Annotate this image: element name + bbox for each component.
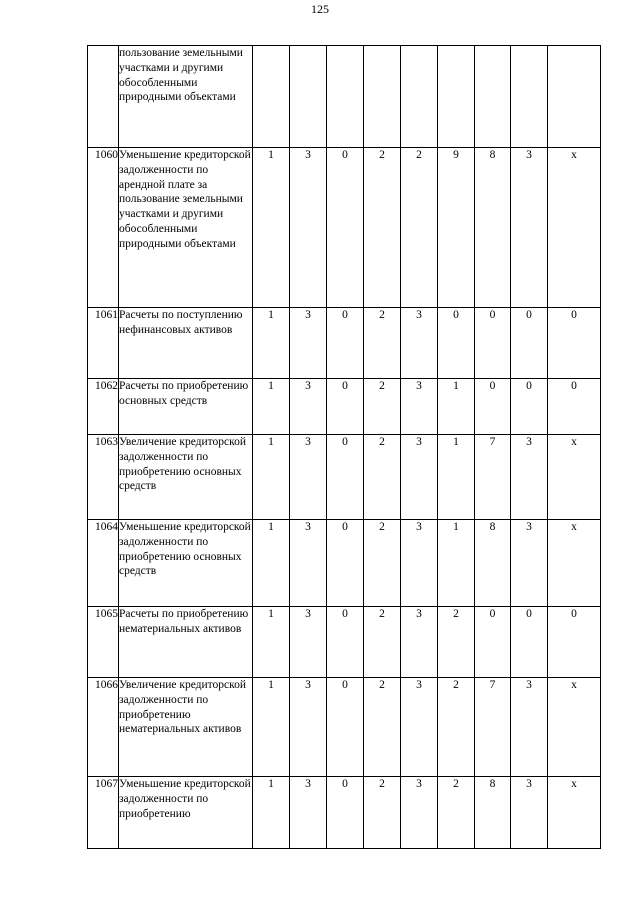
row-value-cell: 0 — [327, 520, 364, 607]
row-value-cell: 1 — [253, 520, 290, 607]
row-code-cell: 1065 — [88, 607, 119, 678]
row-value-cell: 1 — [438, 520, 475, 607]
row-code-cell: 1061 — [88, 308, 119, 379]
row-value-cell: 3 — [511, 777, 548, 849]
row-name-cell: Расчеты по приобретению основных средств — [119, 379, 253, 435]
row-name-cell: Увеличение кредиторской задолженности по приобретению основных средств — [119, 435, 253, 520]
row-value-cell: 2 — [401, 148, 438, 308]
row-value-cell: 2 — [364, 678, 401, 777]
row-value-cell — [364, 46, 401, 148]
row-value-cell: 0 — [475, 607, 511, 678]
row-name-cell: Увеличение кредиторской задолженности по приобретению нематериальных активов — [119, 678, 253, 777]
row-value-cell: 2 — [364, 308, 401, 379]
row-value-cell: 3 — [511, 435, 548, 520]
row-value-cell: х — [548, 777, 601, 849]
table-row — [88, 379, 601, 435]
row-value-cell: 2 — [364, 520, 401, 607]
row-value-cell: 3 — [401, 435, 438, 520]
row-value-cell: 0 — [327, 607, 364, 678]
row-value-cell: 0 — [548, 607, 601, 678]
row-value-cell: 3 — [290, 777, 327, 849]
table-row — [88, 308, 601, 379]
row-value-cell: х — [548, 435, 601, 520]
row-value-cell: 0 — [548, 379, 601, 435]
row-value-cell — [401, 46, 438, 148]
table-row — [88, 148, 601, 308]
row-value-cell: 1 — [438, 435, 475, 520]
row-value-cell: 3 — [290, 308, 327, 379]
row-name-cell: пользование земельными участками и другими обособленными природными объектами — [119, 46, 253, 148]
table-body — [88, 46, 601, 849]
table-row — [88, 435, 601, 520]
row-value-cell: х — [548, 678, 601, 777]
row-value-cell: 3 — [401, 607, 438, 678]
row-value-cell: 0 — [511, 607, 548, 678]
table-row — [88, 777, 601, 849]
row-name-cell: Уменьшение кредиторской задолженности по приобретению — [119, 777, 253, 849]
row-value-cell: 1 — [438, 379, 475, 435]
row-value-cell: 0 — [438, 308, 475, 379]
row-value-cell: 8 — [475, 148, 511, 308]
row-value-cell: 1 — [253, 678, 290, 777]
row-value-cell: 3 — [401, 520, 438, 607]
row-value-cell: 2 — [364, 777, 401, 849]
row-code-cell: 1062 — [88, 379, 119, 435]
row-value-cell: 0 — [327, 148, 364, 308]
row-value-cell: 3 — [401, 379, 438, 435]
row-value-cell — [327, 46, 364, 148]
row-value-cell: 9 — [438, 148, 475, 308]
row-value-cell: 2 — [438, 678, 475, 777]
row-value-cell: 3 — [290, 148, 327, 308]
table-row — [88, 520, 601, 607]
row-name-cell: Уменьшение кредиторской задолженности по арендной плате за пользование земельными участками и другими обособленными природными объектами — [119, 148, 253, 308]
row-value-cell: 0 — [548, 308, 601, 379]
row-value-cell: х — [548, 148, 601, 308]
row-value-cell: 0 — [475, 379, 511, 435]
row-value-cell — [548, 46, 601, 148]
table-row — [88, 607, 601, 678]
row-value-cell: 0 — [327, 379, 364, 435]
row-value-cell: 3 — [290, 520, 327, 607]
row-code-cell: 1063 — [88, 435, 119, 520]
row-name-cell: Уменьшение кредиторской задолженности по приобретению основных средств — [119, 520, 253, 607]
row-value-cell — [475, 46, 511, 148]
row-value-cell: 2 — [438, 777, 475, 849]
row-value-cell — [253, 46, 290, 148]
row-value-cell: 7 — [475, 678, 511, 777]
page-number: 125 — [311, 2, 329, 16]
row-value-cell: 3 — [401, 308, 438, 379]
row-value-cell: 1 — [253, 379, 290, 435]
row-value-cell: 3 — [511, 148, 548, 308]
row-code-cell: 1067 — [88, 777, 119, 849]
row-value-cell: 1 — [253, 435, 290, 520]
row-value-cell: 3 — [401, 777, 438, 849]
row-value-cell: 0 — [475, 308, 511, 379]
row-value-cell: 2 — [364, 148, 401, 308]
row-value-cell: х — [548, 520, 601, 607]
row-code-cell: 1066 — [88, 678, 119, 777]
row-value-cell — [290, 46, 327, 148]
row-name-cell: Расчеты по приобретению нематериальных активов — [119, 607, 253, 678]
row-value-cell — [438, 46, 475, 148]
row-value-cell: 2 — [364, 435, 401, 520]
row-value-cell: 0 — [511, 379, 548, 435]
table-row — [88, 46, 601, 148]
row-value-cell: 8 — [475, 777, 511, 849]
row-value-cell: 1 — [253, 607, 290, 678]
row-value-cell: 3 — [290, 379, 327, 435]
account-codes-table — [87, 45, 601, 849]
row-code-cell: 1060 — [88, 148, 119, 308]
row-name-cell: Расчеты по поступлению нефинансовых активов — [119, 308, 253, 379]
row-value-cell: 3 — [511, 520, 548, 607]
row-value-cell: 1 — [253, 148, 290, 308]
row-code-cell: 1064 — [88, 520, 119, 607]
row-value-cell: 1 — [253, 308, 290, 379]
row-code-cell — [88, 46, 119, 148]
row-value-cell: 2 — [364, 379, 401, 435]
row-value-cell: 0 — [327, 678, 364, 777]
row-value-cell: 3 — [401, 678, 438, 777]
row-value-cell: 3 — [511, 678, 548, 777]
row-value-cell: 0 — [327, 435, 364, 520]
row-value-cell: 0 — [327, 308, 364, 379]
row-value-cell: 3 — [290, 678, 327, 777]
row-value-cell: 2 — [438, 607, 475, 678]
row-value-cell — [511, 46, 548, 148]
row-value-cell: 1 — [253, 777, 290, 849]
row-value-cell: 3 — [290, 607, 327, 678]
row-value-cell: 0 — [511, 308, 548, 379]
row-value-cell: 7 — [475, 435, 511, 520]
row-value-cell: 3 — [290, 435, 327, 520]
table-row — [88, 678, 601, 777]
row-value-cell: 0 — [327, 777, 364, 849]
row-value-cell: 8 — [475, 520, 511, 607]
row-value-cell: 2 — [364, 607, 401, 678]
